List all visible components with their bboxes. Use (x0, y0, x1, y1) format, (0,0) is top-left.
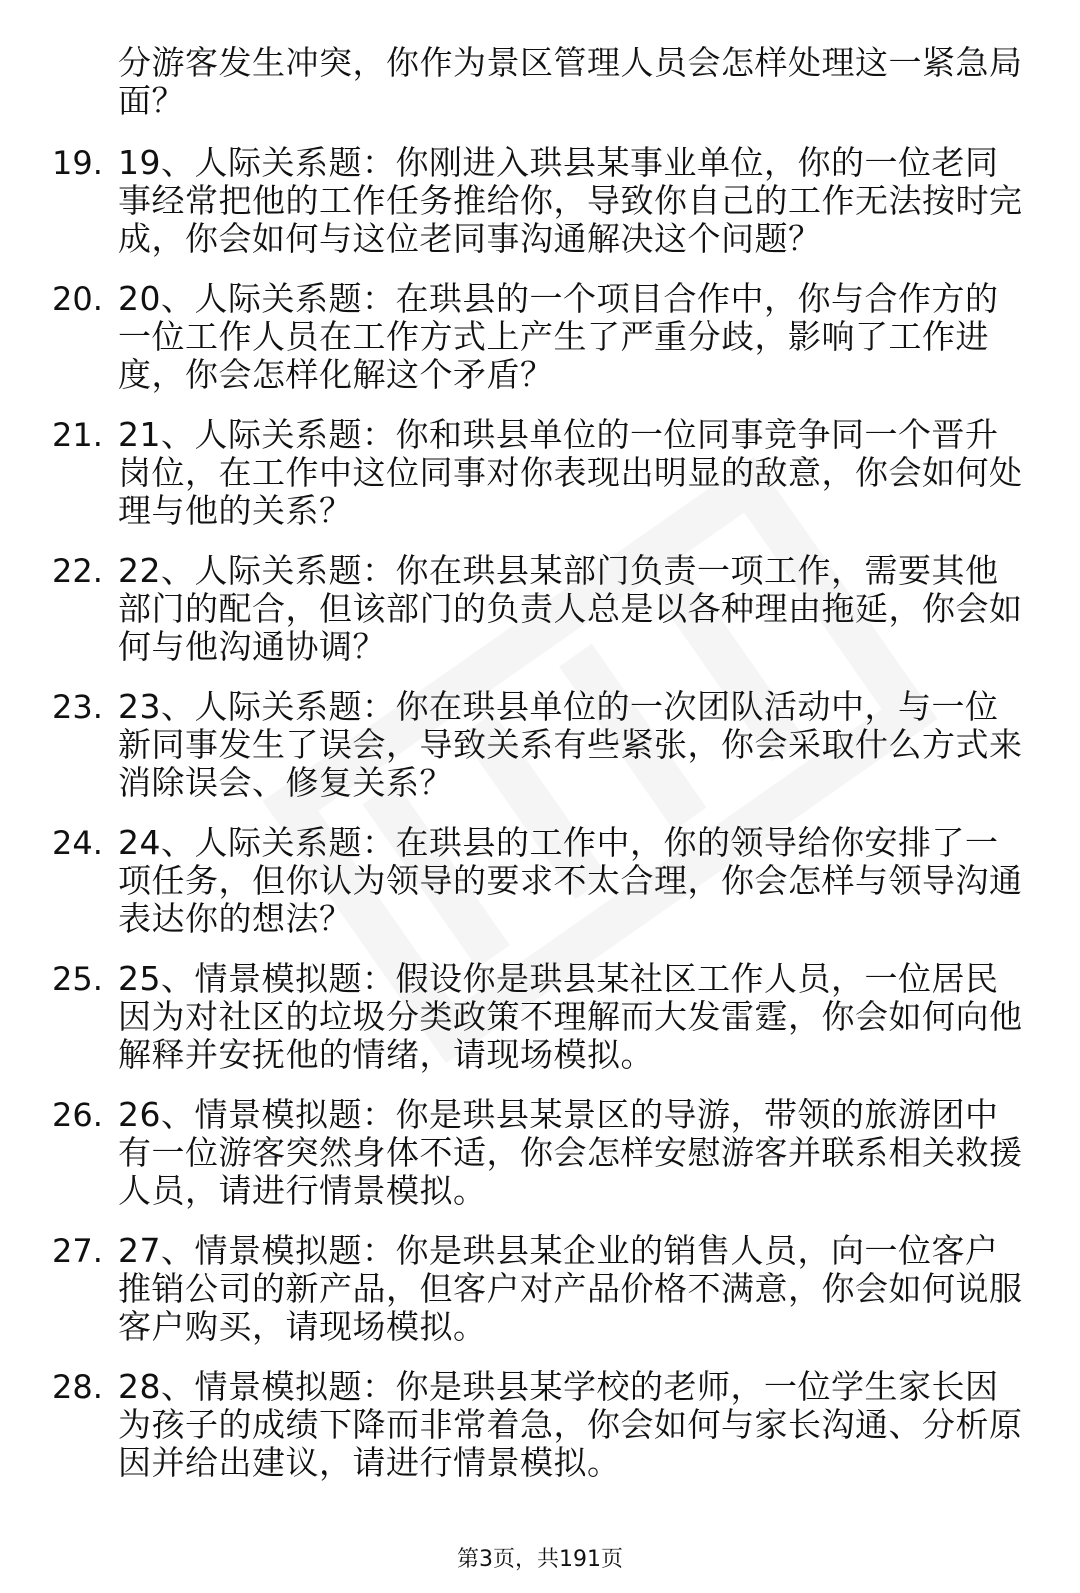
list-item (0, 416, 1080, 552)
question-list (0, 144, 1080, 1504)
list-item (0, 1096, 1080, 1232)
list-item (0, 688, 1080, 824)
question-text: 22、人际关系题：你在珙县某部门负责一项工作，需要其他部门的配合，但该部门的负责人总是以各种理由拖延，你会如何与他沟通协调？ (118, 551, 1023, 666)
question-text: 28、情景模拟题：你是珙县某学校的老师，一位学生家长因为孩子的成绩下降而非常着急，你会如何与家长沟通、分析原因并给出建议，请进行情景模拟。 (118, 1367, 1023, 1482)
question-text: 21、人际关系题：你和珙县单位的一位同事竞争同一个晋升岗位，在工作中这位同事对你表现出明显的敌意，你会如何处理与他的关系？ (118, 415, 1023, 530)
page-footer: 第3页，共191页 (457, 1547, 623, 1572)
question-text: 26、情景模拟题：你是珙县某景区的导游，带领的旅游团中有一位游客突然身体不适，你会怎样安慰游客并联系相关救援人员，请进行情景模拟。 (118, 1095, 1023, 1210)
list-item (0, 1368, 1080, 1504)
question-text: 27、情景模拟题：你是珙县某企业的销售人员，向一位客户推销公司的新产品，但客户对产品价格不满意，你会如何说服客户购买，请现场模拟。 (118, 1231, 1023, 1346)
question-number: 23. (52, 688, 103, 726)
question-number: 19. (52, 144, 103, 182)
question-number: 24. (52, 824, 103, 862)
list-item (0, 280, 1080, 416)
question-text: 23、人际关系题：你在珙县单位的一次团队活动中，与一位新同事发生了误会，导致关系有些紧张，你会采取什么方式来消除误会、修复关系？ (118, 687, 1023, 802)
question-number: 27. (52, 1232, 103, 1270)
question-number: 20. (52, 280, 103, 318)
question-number: 22. (52, 552, 103, 590)
list-item (0, 824, 1080, 960)
question-text: 19、人际关系题：你刚进入珙县某事业单位，你的一位老同事经常把他的工作任务推给你，导致你自己的工作无法按时完成，你会如何与这位老同事沟通解决这个问题？ (118, 143, 1023, 258)
question-number: 26. (52, 1096, 103, 1134)
list-item (0, 144, 1080, 280)
question-number: 21. (52, 416, 103, 454)
question-number: 28. (52, 1368, 103, 1406)
question-text: 24、人际关系题：在珙县的工作中，你的领导给你安排了一项任务，但你认为领导的要求不太合理，你会怎样与领导沟通表达你的想法？ (118, 823, 1023, 938)
list-item (0, 960, 1080, 1096)
continuation-text: 分游客发生冲突，你作为景区管理人员会怎样处理这一紧急局面？ (118, 43, 1023, 120)
list-item (0, 552, 1080, 688)
question-number: 25. (52, 960, 103, 998)
question-text: 25、情景模拟题：假设你是珙县某社区工作人员，一位居民因为对社区的垃圾分类政策不理解而大发雷霆，你会如何向他解释并安抚他的情绪，请现场模拟。 (118, 959, 1023, 1074)
list-item (0, 1232, 1080, 1368)
question-text: 20、人际关系题：在珙县的一个项目合作中，你与合作方的一位工作人员在工作方式上产生了严重分歧，影响了工作进度，你会怎样化解这个矛盾？ (118, 279, 999, 394)
